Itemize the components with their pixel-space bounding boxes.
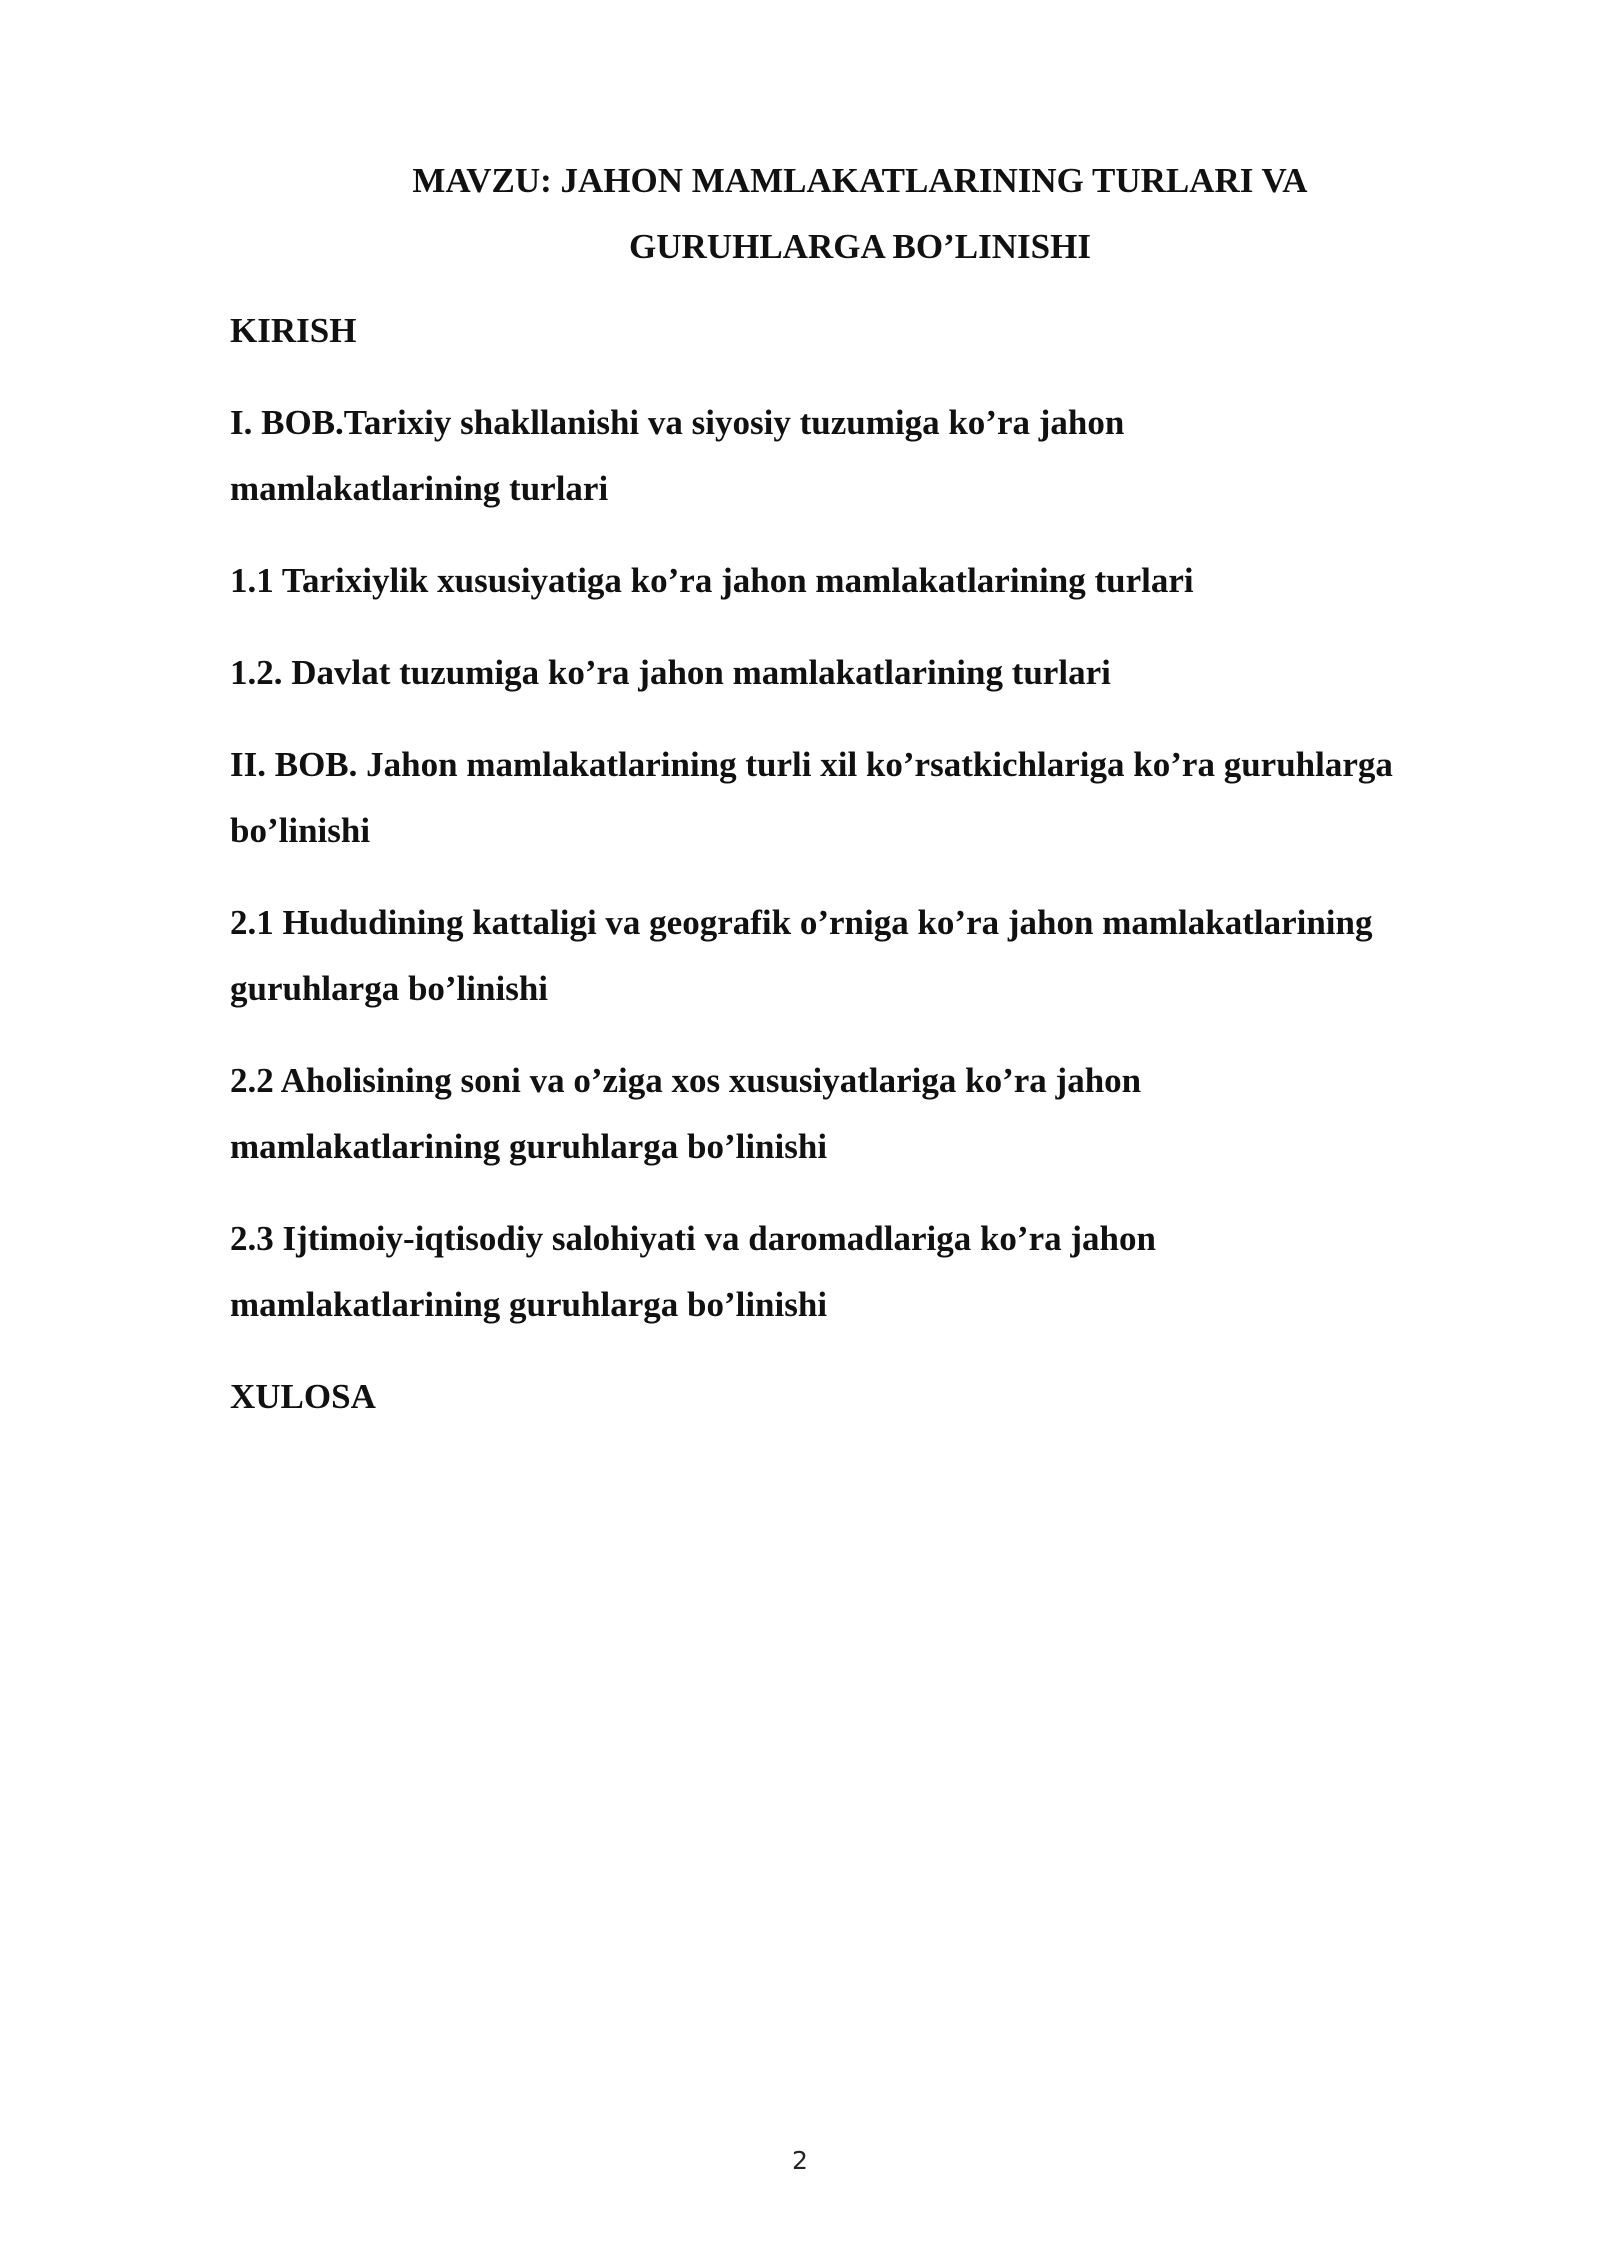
toc-item-text: KIRISH [230, 311, 357, 350]
toc-item-line-2: mamlakatlarining guruhlarga bo’linishi [230, 1127, 828, 1166]
toc-item-line-2: mamlakatlarining turlari [230, 469, 609, 508]
toc-item-line-2: mamlakatlarining guruhlarga bo’linishi [230, 1285, 828, 1324]
toc-item-section-2-1 [230, 890, 1500, 1022]
title-line-2: GURUHLARGA BO’LINISHI [629, 227, 1091, 266]
page-title [230, 148, 1490, 280]
title-line-1: MAVZU: JAHON MAMLAKATLARINING TURLARI VA [412, 161, 1308, 200]
toc-item-text: 1.1 Tarixiylik xususiyatiga ko’ra jahon mamlakatlarining turlari [230, 561, 1194, 600]
toc-item-section-1-2 [230, 640, 1500, 706]
toc-item-kirish [230, 298, 1500, 364]
toc-item-line-1: 2.2 Aholisining soni va o’ziga xos xususiyatlariga ko’ra jahon [230, 1061, 1142, 1100]
table-of-contents [230, 298, 1500, 1456]
toc-item-text: 1.2. Davlat tuzumiga ko’ra jahon mamlakatlarining turlari [230, 653, 1111, 692]
toc-item-xulosa [230, 1364, 1500, 1430]
toc-item-line-1: 2.3 Ijtimoiy-iqtisodiy salohiyati va daromadlariga ko’ra jahon [230, 1219, 1156, 1258]
toc-item-line-1: II. BOB. Jahon mamlakatlarining turli xil ko’rsatkichlariga ko’ra guruhlarga [230, 745, 1393, 784]
toc-item-text: XULOSA [230, 1377, 376, 1416]
toc-item-line-2: bo’linishi [230, 811, 371, 850]
toc-item-chapter-1 [230, 390, 1500, 522]
toc-item-line-1: I. BOB.Tarixiy shakllanishi va siyosiy tuzumiga ko’ra jahon [230, 403, 1125, 442]
toc-item-chapter-2 [230, 732, 1500, 864]
toc-item-line-2: guruhlarga bo’linishi [230, 969, 549, 1008]
toc-item-section-2-2 [230, 1048, 1500, 1180]
page-number: 2 [792, 2146, 808, 2175]
toc-item-section-1-1 [230, 548, 1500, 614]
toc-item-line-1: 2.1 Hududining kattaligi va geografik o’rniga ko’ra jahon mamlakatlarining [230, 903, 1373, 942]
toc-item-section-2-3 [230, 1206, 1500, 1338]
